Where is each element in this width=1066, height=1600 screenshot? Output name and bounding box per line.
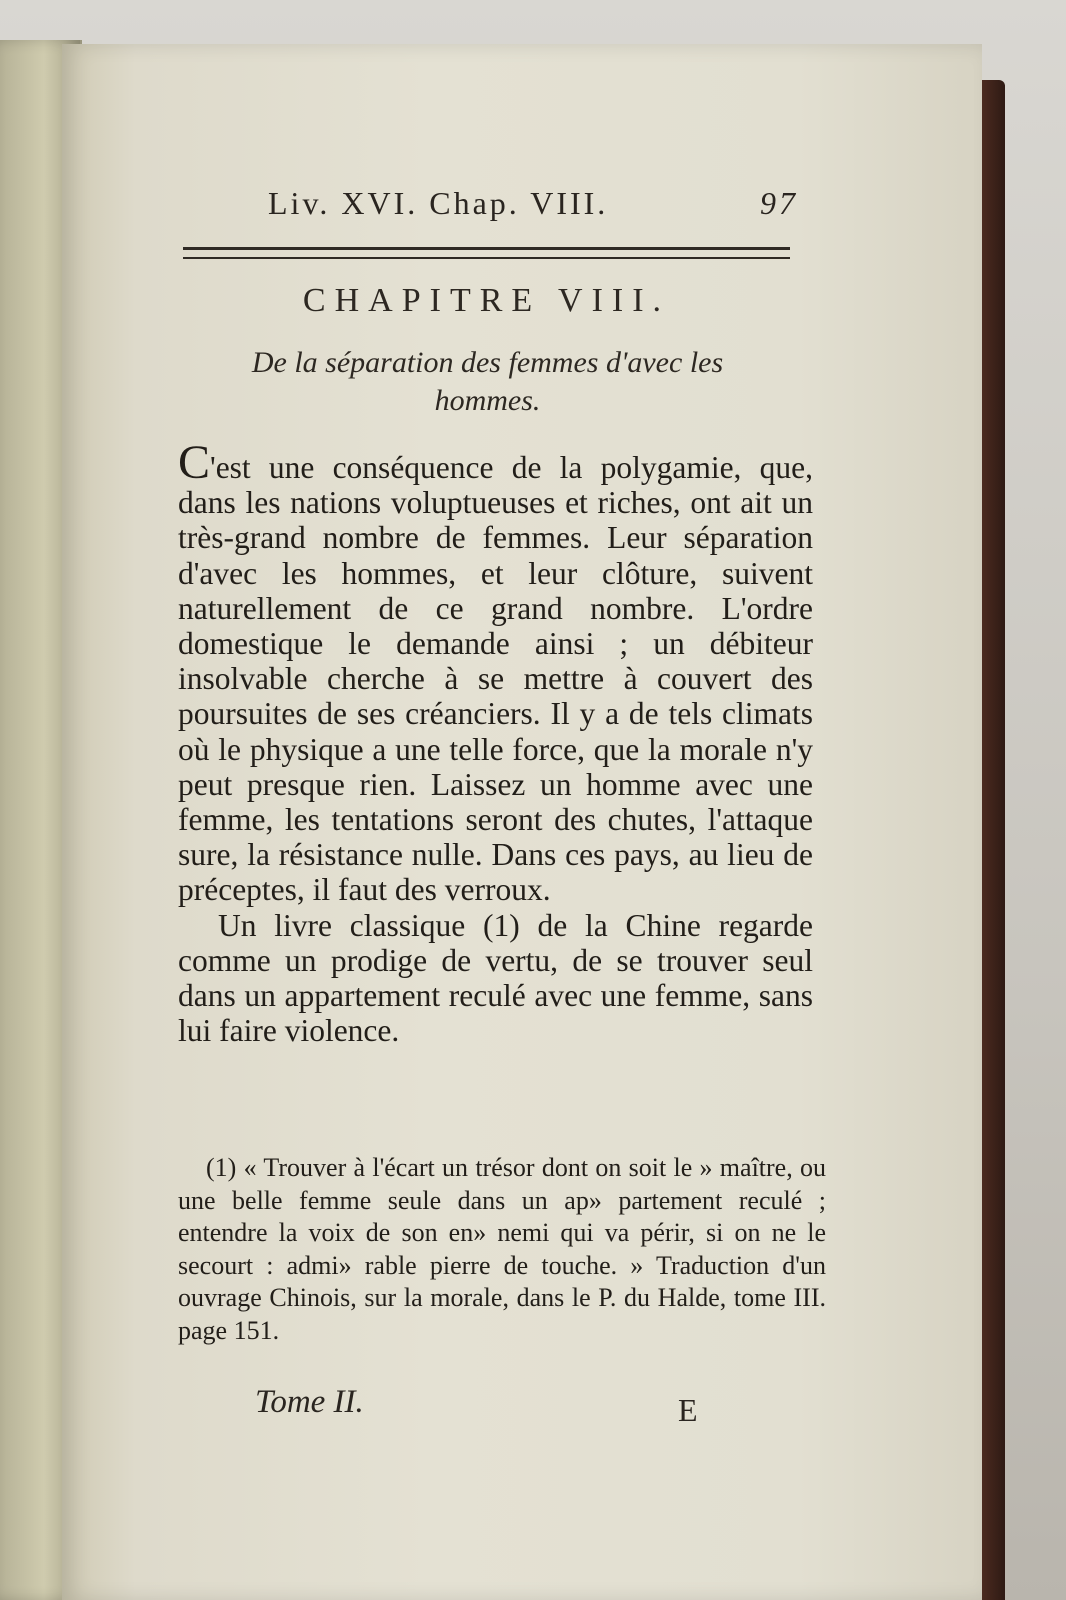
header-rule-top <box>183 247 790 250</box>
chapter-heading: CHAPITRE VIII. <box>302 282 671 319</box>
footnote: (1) « Trouver à l'écart un trésor dont on soit le » maître, ou une belle femme seule dans un ap» partement reculé ; entendre la voix de son en» nemi qui va périr, si on ne le secourt : admi» rable pierre de touche. » Traduction d'un ouvrage Chinois, sur la morale, dans le P. du Halde, tome III. page 151. <box>178 1153 826 1345</box>
chapter-subtitle-line-2: hommes. <box>434 384 541 417</box>
running-head <box>268 185 798 225</box>
chapter-subtitle <box>185 344 790 420</box>
chapter-subtitle-line-1: De la séparation des femmes d'avec les <box>251 346 724 379</box>
page-number: 97 <box>760 185 798 221</box>
paragraph-1 <box>178 436 813 908</box>
volume-label: Tome II. <box>255 1384 364 1420</box>
paragraph-2: Un livre classique (1) de la Chine regarde comme un prodige de vertu, de se trouver seul dans un appartement reculé avec une femme, sans lui faire violence. <box>178 907 813 1049</box>
signature-mark: E <box>678 1392 698 1428</box>
paragraph-1-text: 'est une conséquence de la polygamie, que, dans les nations voluptueuses et riches, ont ait un très-grand nombre de femmes. Leur séparation d'avec les hommes, et leur clôture, suivent naturellement de ce grand nombre. L'ordre domestique le demande ainsi ; un débiteur insolvable cherche à se mettre à couvert des poursuites de ses créanciers. Il y a de tels climats où le physique a une telle force, que la morale n'y peut presque rien. Laissez un homme avec une femme, les tentations seront des chutes, l'attaque sure, la résistance nulle. Dans ces pays, au lieu de préceptes, il faut des verroux. <box>178 450 813 908</box>
running-title: Liv. XVI. Chap. VIII. <box>268 185 609 221</box>
body-text <box>178 436 813 1049</box>
drop-cap: C <box>178 436 211 489</box>
header-rule-bottom <box>183 257 790 259</box>
